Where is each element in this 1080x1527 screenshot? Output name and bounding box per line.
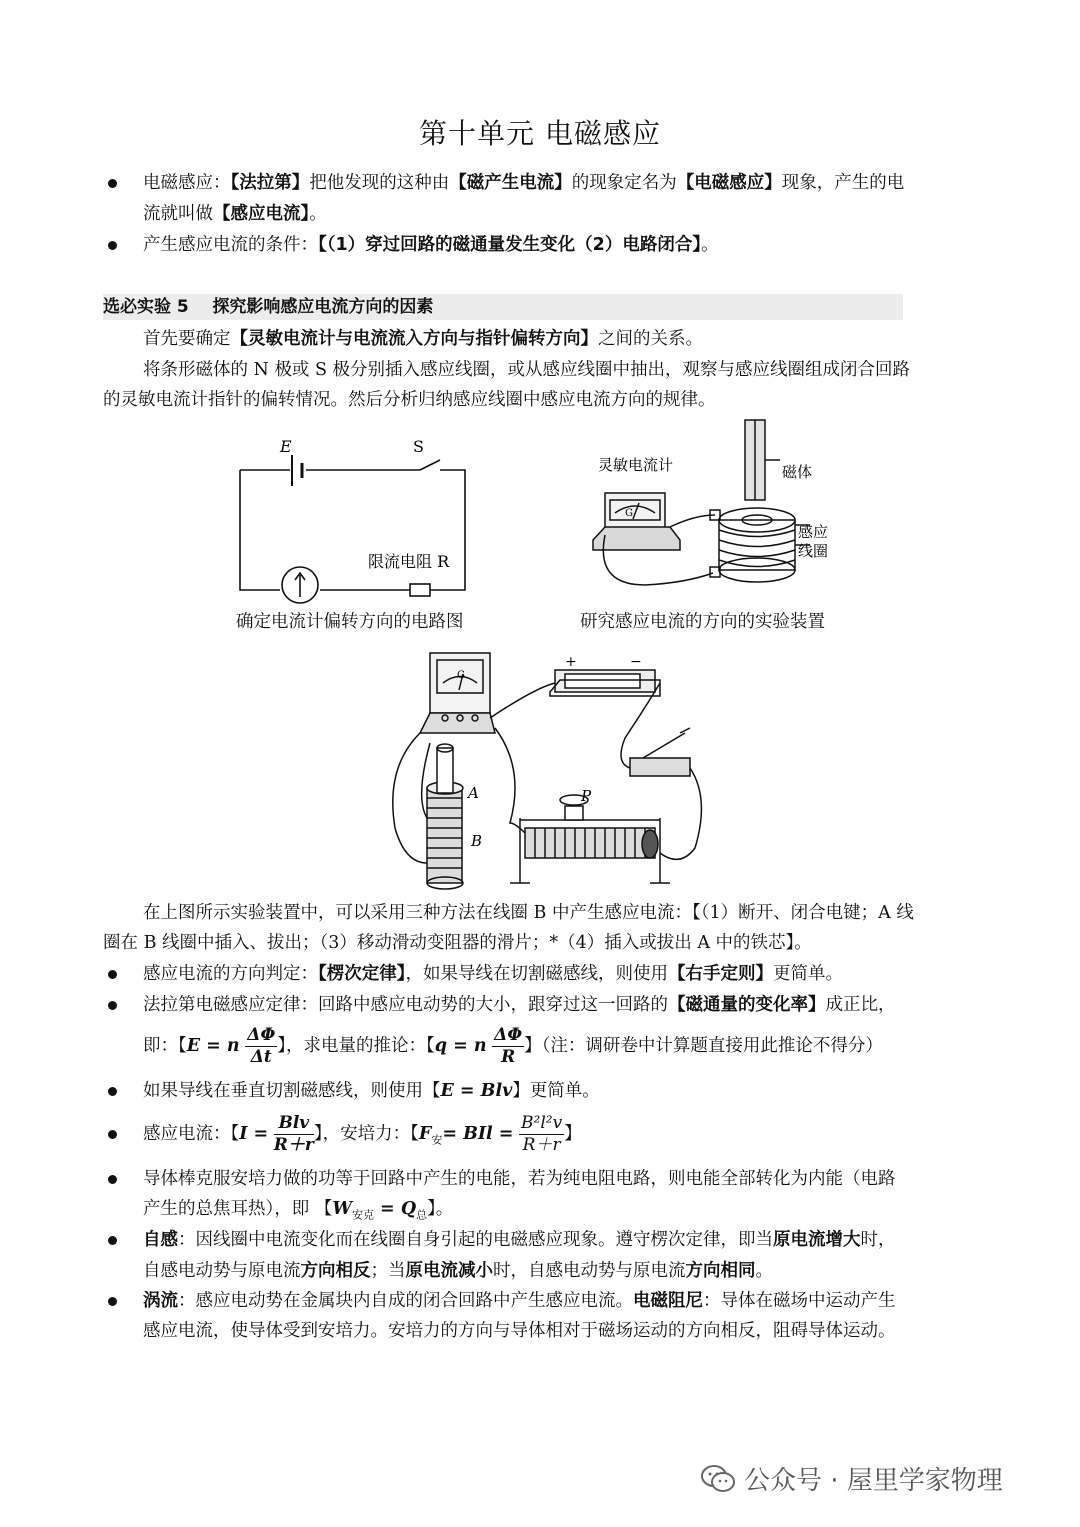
slider-p-label: P bbox=[581, 787, 592, 805]
bullet-dot bbox=[108, 179, 117, 188]
emphasis: 【电磁感应】 bbox=[676, 173, 782, 193]
section-label: 选必实验 5 bbox=[103, 297, 189, 317]
formula: E = n bbox=[186, 1036, 240, 1056]
text: ；当 bbox=[370, 1261, 406, 1281]
bullet-line bbox=[143, 990, 896, 1020]
emphasis: 方向相同 bbox=[685, 1261, 756, 1281]
text: 即：【 bbox=[143, 1036, 187, 1056]
bullet-line bbox=[143, 199, 327, 229]
bullet-line: 导体棒克服安培力做的功等于回路中产生的电能，若为纯电阻电路，则电能全部转化为内能（电路 bbox=[143, 1169, 896, 1189]
bullet-line bbox=[143, 1286, 896, 1316]
bullet-dot bbox=[108, 241, 117, 250]
bullet-line: 感应电流，使导体受到安培力。安培力的方向与导体相对于磁场运动的方向相反，阻碍导体运动。 bbox=[143, 1321, 896, 1341]
bullet-line bbox=[143, 1076, 600, 1106]
subscript: 安 bbox=[431, 1133, 443, 1147]
text: 之间的关系。 bbox=[598, 329, 703, 349]
induction-apparatus bbox=[385, 648, 715, 893]
figure-caption: 研究感应电流的方向的实验装置 bbox=[580, 612, 825, 632]
paragraph bbox=[143, 324, 703, 354]
coil-b-label: B bbox=[471, 832, 483, 850]
text: 电磁感应： bbox=[143, 173, 231, 193]
denominator: R＋r bbox=[273, 1135, 314, 1155]
minus-terminal: − bbox=[630, 654, 642, 670]
text: ：导体在磁场中运动产生 bbox=[703, 1291, 896, 1311]
text: 。 bbox=[755, 1261, 773, 1281]
plus-terminal: + bbox=[565, 654, 577, 670]
bullet-dot bbox=[108, 1236, 117, 1245]
numerator: ΔΦ bbox=[247, 1025, 276, 1045]
numerator: B²l²v bbox=[521, 1113, 563, 1133]
bullet-dot bbox=[108, 1297, 117, 1306]
text: 流就叫做 bbox=[143, 204, 213, 224]
bullet-line bbox=[143, 168, 904, 198]
emphasis: 【磁通量的变化率】 bbox=[668, 995, 826, 1015]
text: ，如果导线在切割磁感线，则使用 bbox=[405, 964, 668, 984]
text: 。 bbox=[309, 204, 327, 224]
switch-label: S bbox=[413, 437, 424, 456]
coil-label-1: 感应 bbox=[798, 523, 829, 541]
text: 现象，产生的电 bbox=[781, 173, 905, 193]
text: 更简单。 bbox=[773, 964, 843, 984]
emphasis: 【右手定则】 bbox=[668, 964, 773, 984]
text: ：因线圈中电流变化而在线圈自身引起的电磁感应现象。遵守楞次定律，即当 bbox=[178, 1230, 773, 1250]
paragraph: 的灵敏电流计指针的偏转情况。然后分析归纳感应线圈中感应电流方向的规律。 bbox=[103, 390, 716, 410]
bullet-dot bbox=[108, 1001, 117, 1010]
bullet-dot bbox=[108, 1130, 117, 1139]
coil-label-2: 线圈 bbox=[798, 542, 829, 560]
bullet-line bbox=[143, 1225, 896, 1255]
coil-a-label: A bbox=[468, 784, 479, 802]
denominator: R bbox=[501, 1047, 516, 1067]
section-heading: 探究影响感应电流方向的因素 bbox=[212, 297, 434, 317]
formula: q = n bbox=[434, 1036, 487, 1056]
fraction bbox=[492, 1027, 524, 1066]
text: 】更简单。 bbox=[512, 1081, 600, 1101]
emphasis: 【感应电流】 bbox=[213, 204, 310, 224]
text: 产生感应电流的条件： bbox=[143, 235, 318, 255]
text: 法拉第电磁感应定律：回路中感应电动势的大小，跟穿过这一回路的 bbox=[143, 995, 668, 1015]
emphasis: 【（1）穿过回路的磁通量发生变化（2）电路闭合】 bbox=[318, 235, 702, 255]
emphasis: 【磁产生电流】 bbox=[449, 173, 572, 193]
subscript: 安克 bbox=[351, 1208, 374, 1222]
fraction bbox=[519, 1115, 564, 1154]
text: 首先要确定 bbox=[143, 329, 231, 349]
circuit-diagram bbox=[230, 430, 480, 600]
magnet-label: 磁体 bbox=[782, 463, 813, 481]
formula: F bbox=[418, 1124, 432, 1144]
text: 产生的总焦耳热），即 【 bbox=[143, 1199, 333, 1219]
emphasis: 涡流 bbox=[143, 1291, 178, 1311]
text: 】，求电量的推论：【 bbox=[277, 1036, 435, 1056]
text: ：感应电动势在金属块内自成的闭合回路中产生感应电流。 bbox=[178, 1291, 633, 1311]
emphasis: 电磁阻尼 bbox=[633, 1291, 703, 1311]
resistor-label: 限流电阻 R bbox=[368, 552, 450, 571]
fraction bbox=[274, 1115, 314, 1154]
page-title: 第十单元 电磁感应 bbox=[419, 117, 661, 150]
formula: = Q bbox=[373, 1199, 417, 1219]
emphasis: 【楞次定律】 bbox=[318, 964, 406, 984]
text: 】 bbox=[564, 1124, 582, 1144]
bullet-dot bbox=[108, 970, 117, 979]
bullet-line bbox=[143, 1256, 773, 1286]
wechat-icon bbox=[700, 1464, 736, 1494]
emphasis: 方向相反 bbox=[300, 1261, 371, 1281]
text: 自感电动势与原电流 bbox=[143, 1261, 301, 1281]
text: 时， bbox=[860, 1230, 896, 1250]
formula-line bbox=[143, 1112, 582, 1163]
text: 把他发现的这种由 bbox=[309, 173, 450, 193]
text: 的现象定名为 bbox=[571, 173, 677, 193]
watermark-text: 公众号 · 屋里学家物理 bbox=[744, 1466, 1003, 1496]
text: 感应电流的方向判定： bbox=[143, 964, 318, 984]
text: 时，自感电动势与原电流 bbox=[493, 1261, 686, 1281]
emphasis: 自感 bbox=[143, 1230, 178, 1250]
watermark bbox=[700, 1460, 1003, 1497]
paragraph: 圈在 B 线圈中插入、拔出；（3）移动滑动变阻器的滑片；*（4）插入或拔出 A 中的铁芯】。 bbox=[103, 933, 812, 953]
battery-label: E bbox=[280, 437, 292, 456]
subscript: 总 bbox=[416, 1208, 428, 1222]
text: 感应电流：【 bbox=[143, 1124, 240, 1144]
bullet-dot bbox=[108, 1087, 117, 1096]
text: 如果导线在垂直切割磁感线，则使用【 bbox=[143, 1081, 441, 1101]
galvanometer-g: G bbox=[457, 670, 465, 681]
emphasis: 【灵敏电流计与电流流入方向与指针偏转方向】 bbox=[230, 329, 598, 349]
fraction bbox=[245, 1027, 277, 1066]
text: 】（注：调研卷中计算题直接用此推论不得分） bbox=[524, 1036, 883, 1056]
bullet-line bbox=[143, 230, 719, 260]
numerator: Blv bbox=[274, 1115, 314, 1135]
text: 】，安培力：【 bbox=[313, 1124, 419, 1144]
figure-caption: 确定电流计偏转方向的电路图 bbox=[236, 612, 464, 632]
text: 成正比， bbox=[825, 995, 896, 1015]
emphasis: 【法拉第】 bbox=[230, 173, 310, 193]
coil-apparatus bbox=[585, 415, 845, 605]
formula: I = bbox=[239, 1124, 269, 1144]
numerator: ΔΦ bbox=[494, 1025, 523, 1045]
galvanometer-g: G bbox=[625, 508, 633, 519]
denominator: R＋r bbox=[522, 1135, 561, 1155]
bullet-dot bbox=[108, 1175, 117, 1184]
paragraph: 在上图所示实验装置中，可以采用三种方法在线圈 B 中产生感应电流：【（1）断开、闭合电键；A 线 bbox=[143, 903, 914, 923]
paragraph: 将条形磁体的 N 极或 S 极分别插入感应线圈，或从感应线圈中抽出，观察与感应线圈组成闭合回路 bbox=[143, 360, 911, 380]
formula: W bbox=[332, 1199, 352, 1219]
bullet-line bbox=[143, 959, 843, 989]
section-header bbox=[103, 294, 903, 320]
text: 】。 bbox=[427, 1199, 454, 1219]
formula: E = Blv bbox=[440, 1081, 513, 1101]
formula: = BIl = bbox=[442, 1124, 514, 1144]
emphasis: 原电流减小 bbox=[405, 1261, 493, 1281]
formula-line bbox=[143, 1024, 883, 1068]
text: 。 bbox=[701, 235, 719, 255]
emphasis: 原电流增大 bbox=[773, 1230, 861, 1250]
denominator: Δt bbox=[250, 1047, 272, 1067]
meter-label: 灵敏电流计 bbox=[598, 456, 674, 474]
